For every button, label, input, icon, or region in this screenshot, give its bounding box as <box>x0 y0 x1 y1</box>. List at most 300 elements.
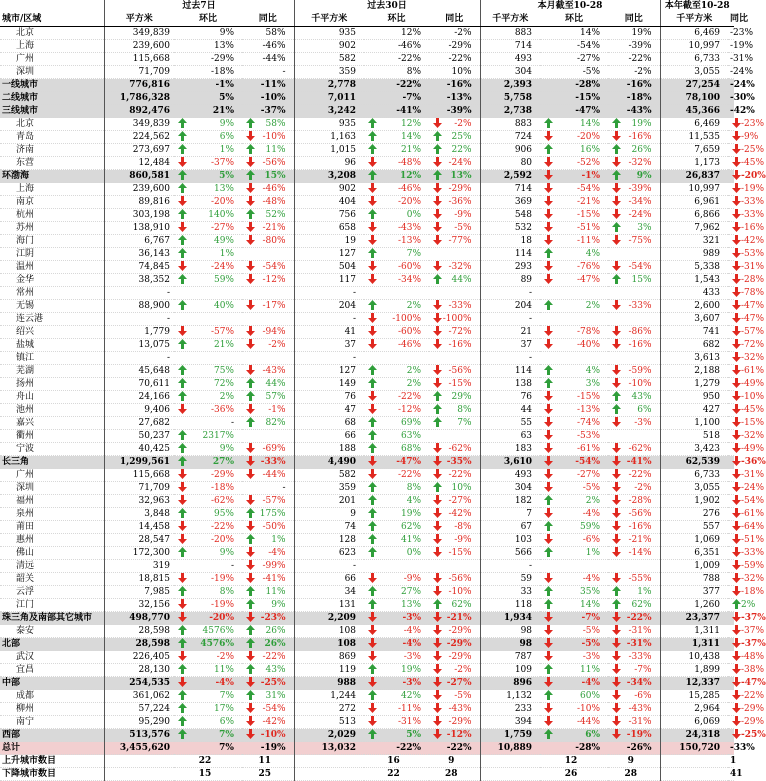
value-cell <box>242 339 294 352</box>
cell-value: -2% <box>634 67 652 77</box>
cell-value: 119 <box>338 665 357 675</box>
cell-value: 582 <box>338 54 357 64</box>
column-header: 环比 <box>364 13 429 27</box>
arrow-down-icon <box>368 677 377 687</box>
cell-value: 19% <box>401 509 422 519</box>
city-name: 环渤海 <box>2 171 30 181</box>
cell-value: 21 <box>520 327 533 337</box>
value-cell <box>480 183 540 196</box>
value-cell <box>364 326 429 339</box>
value-cell <box>104 664 174 677</box>
arrow-down-icon <box>246 703 255 713</box>
cell-value: -54% <box>741 496 765 506</box>
arrow-down-icon <box>544 703 553 713</box>
cell-value: 11,535 <box>688 132 721 142</box>
cell-value: -49% <box>741 379 765 389</box>
value-cell <box>104 209 174 222</box>
value-cell <box>540 625 608 638</box>
table-row <box>0 508 734 521</box>
value-cell <box>429 495 480 508</box>
value-cell <box>728 131 759 144</box>
arrow-up-icon <box>178 274 187 284</box>
arrow-down-icon <box>732 534 741 544</box>
cell-value: 82% <box>265 418 286 428</box>
table-row <box>0 261 734 274</box>
value-cell <box>728 677 766 690</box>
value-cell <box>104 222 174 235</box>
cell-value: 15 <box>198 769 212 779</box>
value-cell <box>242 508 294 521</box>
value-cell <box>364 274 429 287</box>
value-cell <box>104 157 174 170</box>
value-cell <box>364 469 429 482</box>
cell-value: -24% <box>730 80 755 90</box>
value-cell <box>364 378 429 391</box>
cell-value: 59% <box>580 522 601 532</box>
column-header: 同比 <box>608 13 660 27</box>
cell-value: 108 <box>337 639 357 649</box>
cell-value: 9 <box>448 756 455 766</box>
cell-value: 45,648 <box>138 366 170 376</box>
cell-value: -5% <box>582 626 601 636</box>
city-name-cell <box>0 66 104 79</box>
arrow-down-icon <box>612 612 621 622</box>
cell-value: -78% <box>741 288 765 298</box>
value-cell <box>104 586 174 599</box>
value-cell <box>608 66 660 79</box>
value-cell <box>660 586 728 599</box>
cell-value: -57% <box>741 327 765 337</box>
value-cell <box>480 690 540 703</box>
value-cell <box>242 183 294 196</box>
value-cell <box>364 144 429 157</box>
cell-value: 14% <box>580 28 601 38</box>
cell-value: 45,366 <box>685 106 721 116</box>
cell-value: 756 <box>338 210 357 220</box>
city-name: 济南 <box>16 145 35 155</box>
value-cell <box>364 430 429 443</box>
arrow-down-icon <box>732 287 741 297</box>
cell-value: 26,837 <box>685 171 721 181</box>
city-name-cell <box>0 235 104 248</box>
cell-value: 4% <box>585 366 601 376</box>
value-cell <box>728 391 765 404</box>
value-cell <box>104 768 174 781</box>
column-header: 环比 <box>174 13 242 27</box>
table-body <box>0 27 766 781</box>
arrow-down-icon <box>544 222 553 232</box>
cell-value: -1% <box>268 405 286 415</box>
value-cell <box>429 417 480 430</box>
arrow-down-icon <box>368 235 377 245</box>
cell-value: -10% <box>628 379 652 389</box>
cell-value: 63 <box>520 431 533 441</box>
city-name-cell <box>0 703 104 716</box>
cell-value: 2,778 <box>327 80 357 90</box>
cell-value: -16% <box>628 340 652 350</box>
arrow-down-icon <box>732 209 741 219</box>
value-cell <box>364 495 429 508</box>
cell-value: 98 <box>519 639 533 649</box>
table-row <box>0 274 734 287</box>
cell-value: 4,490 <box>327 457 357 467</box>
value-cell <box>242 222 294 235</box>
city-name-cell <box>0 742 104 755</box>
value-cell <box>104 352 174 365</box>
cell-value: -43% <box>626 106 652 116</box>
cell-value: 62,539 <box>685 457 721 467</box>
value-cell <box>174 209 242 222</box>
arrow-down-icon <box>246 456 255 466</box>
arrow-up-icon <box>246 690 255 700</box>
cell-value: 72% <box>213 379 234 389</box>
arrow-down-icon <box>544 456 553 466</box>
value-cell <box>294 365 364 378</box>
cell-value: 19% <box>401 665 422 675</box>
cell-value: -22% <box>628 470 652 480</box>
city-name-cell <box>0 404 104 417</box>
cell-value: -4% <box>403 626 422 636</box>
value-cell <box>174 274 242 287</box>
arrow-down-icon <box>732 118 741 128</box>
value-cell <box>174 326 242 339</box>
value-cell <box>429 443 480 456</box>
value-cell <box>174 729 242 742</box>
value-cell <box>364 417 429 430</box>
cell-value: -15% <box>448 548 472 558</box>
arrow-down-icon <box>732 183 741 193</box>
cell-value: 25% <box>451 132 472 142</box>
cell-value: 319 <box>152 561 170 571</box>
cell-value: -22% <box>397 470 422 480</box>
arrow-up-icon <box>178 209 187 219</box>
cell-value: 201 <box>338 496 357 506</box>
arrow-down-icon <box>544 391 553 401</box>
value-cell <box>429 664 480 677</box>
arrow-down-icon <box>433 547 442 557</box>
value-cell <box>660 612 728 625</box>
value-cell <box>480 755 540 768</box>
value-cell <box>728 690 765 703</box>
value-cell <box>608 547 660 560</box>
cell-value: -4% <box>581 678 601 688</box>
cell-value: 32,963 <box>138 496 170 506</box>
arrow-up-icon <box>178 638 187 648</box>
arrow-up-icon <box>544 144 553 154</box>
value-cell <box>429 157 480 170</box>
cell-value: 69% <box>401 418 422 428</box>
cell-value: 1% <box>271 535 286 545</box>
value-cell <box>294 66 364 79</box>
arrow-down-icon <box>544 638 553 648</box>
arrow-down-icon <box>732 313 741 323</box>
arrow-down-icon <box>612 638 621 648</box>
arrow-up-icon <box>178 456 187 466</box>
arrow-down-icon <box>732 625 741 635</box>
value-cell <box>242 300 294 313</box>
value-cell <box>242 287 294 300</box>
cell-value: 149 <box>338 379 357 389</box>
value-cell <box>174 144 242 157</box>
table-row <box>0 209 734 222</box>
value-cell <box>480 599 540 612</box>
cell-value: -72% <box>448 327 472 337</box>
value-cell <box>104 391 174 404</box>
value-cell <box>480 651 540 664</box>
value-cell <box>608 495 660 508</box>
cell-value: -62% <box>628 444 652 454</box>
value-cell <box>480 404 540 417</box>
arrow-down-icon <box>544 573 553 583</box>
value-cell <box>608 300 660 313</box>
arrow-down-icon <box>433 729 442 739</box>
value-cell <box>364 547 429 560</box>
city-name: 中部 <box>2 678 21 688</box>
value-cell <box>429 755 480 768</box>
cell-value: -16% <box>741 223 765 233</box>
cell-value: 4576% <box>202 626 234 636</box>
arrow-up-icon <box>544 300 553 310</box>
cell-value: 1% <box>219 145 234 155</box>
value-cell <box>294 326 364 339</box>
value-cell <box>174 482 242 495</box>
value-cell <box>242 352 294 365</box>
cell-value: -9% <box>403 574 422 584</box>
cell-value: -57% <box>262 496 286 506</box>
table-row <box>0 66 734 79</box>
cell-value: -99% <box>262 561 286 571</box>
arrow-down-icon <box>368 391 377 401</box>
value-cell <box>480 352 540 365</box>
value-cell <box>660 339 728 352</box>
value-cell <box>174 560 242 573</box>
arrow-down-icon <box>368 183 377 193</box>
value-cell <box>242 469 294 482</box>
cell-value: -25% <box>741 730 766 740</box>
value-cell <box>728 625 765 638</box>
arrow-down-icon <box>246 677 255 687</box>
value-cell <box>242 560 294 573</box>
value-cell <box>540 326 608 339</box>
cell-value: -17% <box>262 301 286 311</box>
cell-value: 6% <box>219 132 234 142</box>
cell-value: 28,130 <box>138 665 170 675</box>
cell-value: 892,476 <box>129 106 170 116</box>
arrow-down-icon <box>732 703 741 713</box>
table-row <box>0 599 734 612</box>
cell-value: 7 <box>526 509 533 519</box>
value-cell <box>104 40 174 53</box>
cell-value: 273,697 <box>132 145 170 155</box>
value-cell <box>608 274 660 287</box>
value-cell <box>728 196 765 209</box>
cell-value: 62% <box>401 522 422 532</box>
cell-value: -45% <box>741 158 765 168</box>
cell-value: 906 <box>514 145 533 155</box>
cell-value: 1% <box>585 548 601 558</box>
cell-value: -20% <box>397 197 422 207</box>
value-cell <box>660 196 728 209</box>
city-name: 福州 <box>16 496 35 506</box>
cell-value: 1,260 <box>694 600 721 610</box>
cell-value: 35% <box>580 587 601 597</box>
cell-value: 8% <box>406 483 422 493</box>
arrow-down-icon <box>612 534 621 544</box>
cell-value: -4% <box>215 678 234 688</box>
value-cell <box>608 391 660 404</box>
arrow-down-icon <box>612 300 621 310</box>
arrow-down-icon <box>544 534 553 544</box>
value-cell <box>660 352 728 365</box>
arrow-up-icon <box>368 170 377 180</box>
cell-value: 29% <box>451 392 472 402</box>
cell-value: -5% <box>582 67 601 77</box>
arrow-down-icon <box>732 612 741 622</box>
value-cell <box>104 92 174 105</box>
arrow-down-icon <box>612 443 621 453</box>
value-cell <box>429 183 480 196</box>
value-cell <box>364 170 429 183</box>
value-cell <box>174 742 242 755</box>
arrow-up-icon <box>732 599 741 609</box>
value-cell <box>174 131 242 144</box>
arrow-down-icon <box>368 222 377 232</box>
cell-value: -28% <box>575 80 601 90</box>
value-cell <box>660 274 728 287</box>
value-cell <box>174 66 242 79</box>
count-row <box>0 768 734 781</box>
arrow-up-icon <box>612 170 621 180</box>
value-cell <box>660 404 728 417</box>
cell-value: -7% <box>581 613 601 623</box>
arrow-down-icon <box>433 508 442 518</box>
arrow-down-icon <box>246 261 255 271</box>
value-cell <box>480 209 540 222</box>
cell-value: 74,845 <box>138 262 170 272</box>
cell-value: -31% <box>628 626 652 636</box>
value-cell <box>294 430 364 443</box>
cell-value: -6% <box>582 535 601 545</box>
arrow-up-icon <box>178 378 187 388</box>
value-cell <box>540 495 608 508</box>
value-cell <box>480 716 540 729</box>
cell-value: 74 <box>344 522 357 532</box>
cell-value: 37 <box>520 340 533 350</box>
city-name-cell <box>0 144 104 157</box>
value-cell <box>608 261 660 274</box>
value-cell <box>728 222 765 235</box>
city-name: 杭州 <box>16 210 35 220</box>
arrow-down-icon <box>544 209 553 219</box>
value-cell <box>608 326 660 339</box>
city-name-cell <box>0 378 104 391</box>
value-cell <box>242 768 294 781</box>
city-name-cell <box>0 300 104 313</box>
arrow-up-icon <box>368 378 377 388</box>
value-cell <box>480 313 540 326</box>
arrow-up-icon <box>178 508 187 518</box>
value-cell <box>608 469 660 482</box>
cell-value: 1,934 <box>503 613 533 623</box>
cell-value: -56% <box>628 509 652 519</box>
value-cell <box>540 755 608 768</box>
value-cell <box>242 521 294 534</box>
value-cell <box>364 638 429 651</box>
value-cell <box>429 690 480 703</box>
cell-value: 33 <box>520 587 533 597</box>
column-header: 同比 <box>728 13 734 27</box>
table-row <box>0 300 734 313</box>
value-cell <box>429 742 480 755</box>
value-cell <box>242 703 294 716</box>
value-cell <box>242 40 294 53</box>
cell-value: 2% <box>406 366 422 376</box>
value-cell <box>174 586 242 599</box>
cell-value: 43% <box>631 392 652 402</box>
value-cell <box>660 53 728 66</box>
cell-value: -62% <box>448 444 472 454</box>
value-cell <box>429 768 480 781</box>
value-cell <box>242 391 294 404</box>
cell-value: 15% <box>264 171 286 181</box>
table-row <box>0 339 734 352</box>
cell-value: -22% <box>448 54 472 64</box>
cell-value: 2% <box>585 496 601 506</box>
value-cell <box>728 261 765 274</box>
cell-value: 2% <box>406 301 422 311</box>
arrow-down-icon <box>433 196 442 206</box>
arrow-down-icon <box>612 690 621 700</box>
cell-value: 115,668 <box>132 470 170 480</box>
city-name-cell <box>0 196 104 209</box>
value-cell <box>660 248 728 261</box>
value-cell <box>104 326 174 339</box>
cell-value: 28,598 <box>135 639 170 649</box>
value-cell <box>480 508 540 521</box>
value-cell <box>429 560 480 573</box>
value-cell <box>104 482 174 495</box>
value-cell <box>174 664 242 677</box>
cell-value: -29% <box>741 704 765 714</box>
cell-value: 1,543 <box>694 275 721 285</box>
arrow-down-icon <box>732 170 741 180</box>
cell-value: 128 <box>338 535 357 545</box>
value-cell <box>608 521 660 534</box>
arrow-down-icon <box>732 404 741 414</box>
cell-value: 1,132 <box>506 691 533 701</box>
value-cell <box>364 131 429 144</box>
value-cell <box>480 27 540 40</box>
cell-value: 23,377 <box>685 613 721 623</box>
city-name: 总计 <box>2 743 21 753</box>
cell-value: 1,786,328 <box>119 93 170 103</box>
value-cell <box>728 417 765 430</box>
arrow-up-icon <box>544 365 553 375</box>
arrow-up-icon <box>178 625 187 635</box>
arrow-up-icon <box>544 378 553 388</box>
arrow-up-icon <box>433 144 442 154</box>
cell-value: -43% <box>448 704 472 714</box>
value-cell <box>294 703 364 716</box>
city-name: 下降城市数目 <box>2 769 57 779</box>
cell-value: 9% <box>636 171 652 181</box>
cell-value: 3,423 <box>694 444 721 454</box>
city-name-cell <box>0 365 104 378</box>
value-cell <box>728 612 766 625</box>
value-cell <box>174 625 242 638</box>
value-cell <box>480 586 540 599</box>
cell-value: -54% <box>628 262 652 272</box>
